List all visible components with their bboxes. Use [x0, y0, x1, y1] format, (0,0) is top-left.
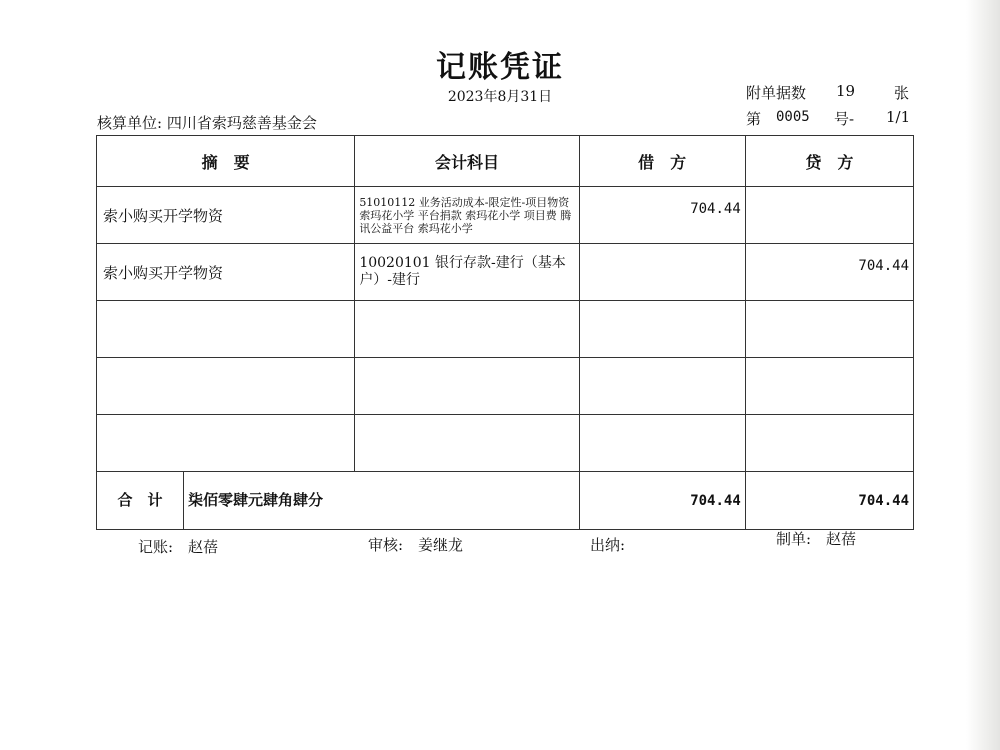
accounting-unit — [97, 112, 317, 133]
table-row-empty — [97, 301, 914, 358]
voucher-page-count: 1/1 — [886, 108, 911, 126]
attachment-suffix: 张 — [894, 84, 910, 102]
total-label-cell — [97, 472, 580, 530]
bookkeeper-signature: 记账: 赵蓓 — [138, 538, 219, 556]
table-row — [97, 244, 914, 301]
row-debit — [579, 244, 745, 301]
voucher-number-value: 0005 — [776, 109, 810, 125]
accounting-unit-name: 四川省索玛慈善基金会 — [166, 114, 317, 132]
row-summary: 索小购买开学物资 — [97, 187, 355, 244]
voucher-date: 2023年8月31日 — [447, 89, 553, 105]
row-credit — [745, 187, 913, 244]
attachment-label: 附单据数 — [746, 84, 807, 102]
row-credit: 704.44 — [745, 244, 913, 301]
reviewer-signature: 审核: 姜继龙 — [368, 536, 464, 554]
table-row — [97, 187, 914, 244]
accounting-unit-label: 核算单位: — [97, 114, 163, 132]
row-account: 51010112 业务活动成本-限定性-项目物资 索玛花小学 平台捐款 索玛花小学 项目费 腾讯公益平台 索玛花小学 — [355, 187, 579, 244]
total-row — [97, 472, 914, 530]
attachment-number: 19 — [836, 82, 856, 100]
table-row-empty — [97, 415, 914, 472]
total-amount-words: 柒佰零肆元肆角肆分 — [188, 491, 324, 509]
preparer-signature: 制单: 赵蓓 — [776, 530, 857, 548]
row-account: 10020101 银行存款-建行（基本户）-建行 — [355, 244, 579, 301]
total-debit: 704.44 — [579, 472, 745, 530]
row-debit: 704.44 — [579, 187, 745, 244]
header-credit: 贷 方 — [745, 136, 913, 187]
scan-edge — [966, 0, 1000, 750]
total-credit: 704.44 — [745, 472, 913, 530]
header-summary: 摘 要 — [97, 136, 355, 187]
voucher-table — [96, 135, 914, 530]
header-debit: 借 方 — [579, 136, 745, 187]
table-row-empty — [97, 358, 914, 415]
total-label: 合 计 — [97, 472, 184, 529]
voucher-number-label: 第 — [746, 110, 762, 128]
row-summary: 索小购买开学物资 — [97, 244, 355, 301]
header-account: 会计科目 — [355, 136, 579, 187]
cashier-signature: 出纳: — [590, 536, 626, 554]
table-header-row — [97, 136, 914, 187]
voucher-number-suffix: 号- — [834, 110, 855, 128]
document-title: 记账凭证 — [436, 50, 564, 85]
